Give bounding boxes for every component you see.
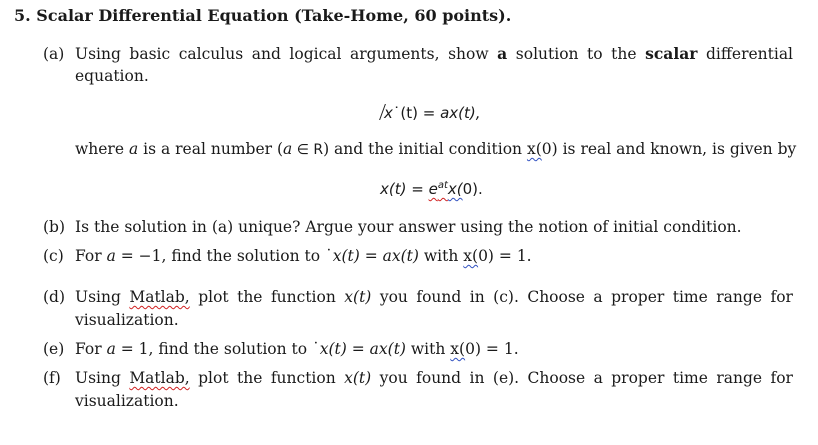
part-b-marker: (b) — [43, 218, 66, 236]
part-d-w8: found — [416, 288, 462, 306]
part-c — [43, 246, 532, 266]
part-f-w15: range — [716, 369, 763, 387]
part-d-w11: Choose — [527, 288, 585, 306]
part-e-var-a: a — [106, 340, 116, 358]
part-d-w13: proper — [611, 288, 665, 306]
part-a-text-1: Using basic calculus and logical arguments, show — [75, 45, 489, 63]
part-d-w14: time — [672, 288, 708, 306]
part-d-label — [43, 287, 65, 307]
part-f-w9: in — [469, 369, 485, 387]
part-d-w10: (c). — [493, 288, 519, 306]
part-b — [43, 217, 742, 237]
part-e-ode: x(t) = ax(t) — [319, 340, 406, 358]
part-d-w12: a — [593, 288, 603, 306]
part-d-matlab: Matlab, — [129, 288, 190, 306]
part-f-w16: for — [770, 369, 793, 387]
where-var-a: a — [128, 140, 139, 158]
equation-solution — [380, 176, 483, 199]
part-c-var-a: a — [106, 247, 116, 265]
part-d-w4: the — [237, 288, 263, 306]
where-mid: is a real number ( — [143, 140, 283, 158]
part-f-line-1 — [75, 368, 793, 388]
part-f-w7: you — [379, 369, 408, 387]
where-var-a2: a — [283, 140, 293, 158]
part-d-w5: function — [270, 288, 336, 306]
part-d-marker: (d) — [43, 288, 66, 306]
part-e-with: with — [405, 340, 451, 358]
eq2-lhs: x(t) = — [380, 180, 429, 198]
part-d-w9: in — [469, 288, 485, 306]
part-d-w1: Using — [75, 288, 121, 306]
eq2-x0: x( — [447, 180, 463, 198]
eq1-dot-t: ˙(t) = — [392, 104, 441, 122]
part-d-line-2: visualization. — [75, 311, 179, 329]
eq1-rhs: ax(t), — [440, 104, 481, 122]
part-a-label — [43, 44, 64, 64]
part-a-bold-a: a — [497, 44, 508, 63]
part-f-w11: Choose — [527, 369, 586, 387]
part-d-w16: for — [770, 288, 793, 306]
part-d-w15: range — [716, 288, 762, 306]
part-c-marker: (c) — [43, 247, 64, 265]
part-f-matlab: Matlab, — [129, 369, 190, 387]
part-f-w1: Using — [75, 369, 121, 387]
part-c-pre: For — [75, 247, 107, 265]
eq2-at: at — [437, 180, 448, 191]
eq2-e: e — [428, 180, 438, 198]
where-text: where — [75, 140, 125, 158]
part-d-w3: plot — [198, 288, 229, 306]
where-in-r: ∈ R — [292, 142, 324, 158]
part-b-text: Is the solution in (a) unique? Argue your answer using the notion of initial condition. — [75, 218, 742, 236]
part-a-text-3: differential — [706, 45, 794, 63]
part-f-w3: plot — [198, 369, 229, 387]
part-a-text-2: solution to the — [515, 45, 637, 63]
where-post: ) and the initial condition — [323, 140, 523, 158]
part-a-line-1 — [75, 44, 793, 64]
part-f-w10: (e). — [492, 369, 520, 387]
part-d-w6: x(t) — [344, 288, 372, 306]
part-e-cond: = 1, find the solution to ˙ — [115, 340, 320, 358]
part-f-marker: (f) — [43, 369, 61, 387]
part-f-w13: proper — [611, 369, 665, 387]
part-f-w6: x(t) — [344, 369, 372, 387]
part-a-bold-scalar: scalar — [645, 44, 698, 63]
part-d-w7: you — [379, 288, 408, 306]
part-d-line-1 — [75, 287, 793, 307]
where-x0: x( — [526, 140, 542, 158]
part-f-w12: a — [593, 369, 603, 387]
eq1-x: x — [384, 104, 393, 122]
part-f-w5: function — [270, 369, 336, 387]
part-f-w14: time — [672, 369, 708, 387]
part-f-w4: the — [237, 369, 263, 387]
part-e-x0: x( — [450, 340, 466, 358]
part-c-with: with — [418, 247, 464, 265]
part-a-marker: (a) — [43, 45, 65, 63]
part-e-marker: (e) — [43, 340, 65, 358]
part-c-x0: x( — [463, 247, 479, 265]
part-a-where-line — [75, 139, 796, 160]
where-end: 0) is real and known, is given by — [541, 140, 797, 158]
part-c-ode: x(t) = ax(t) — [332, 247, 419, 265]
part-f-w8: found — [416, 369, 462, 387]
part-c-cond: = −1, find the solution to ˙ — [115, 247, 333, 265]
eq2-exp — [429, 180, 448, 198]
eq2-end: 0). — [462, 180, 483, 198]
problem-heading: 5. Scalar Differential Equation (Take-Home, 60 points). — [14, 6, 512, 25]
part-a-line-2: equation. — [75, 67, 149, 85]
part-c-end: 0) = 1. — [478, 247, 532, 265]
part-f-line-2: visualization. — [75, 392, 179, 410]
part-f-label — [43, 368, 61, 388]
part-e-pre: For — [75, 340, 107, 358]
part-e — [43, 339, 519, 359]
part-e-end: 0) = 1. — [465, 340, 519, 358]
equation-ode — [384, 103, 481, 123]
